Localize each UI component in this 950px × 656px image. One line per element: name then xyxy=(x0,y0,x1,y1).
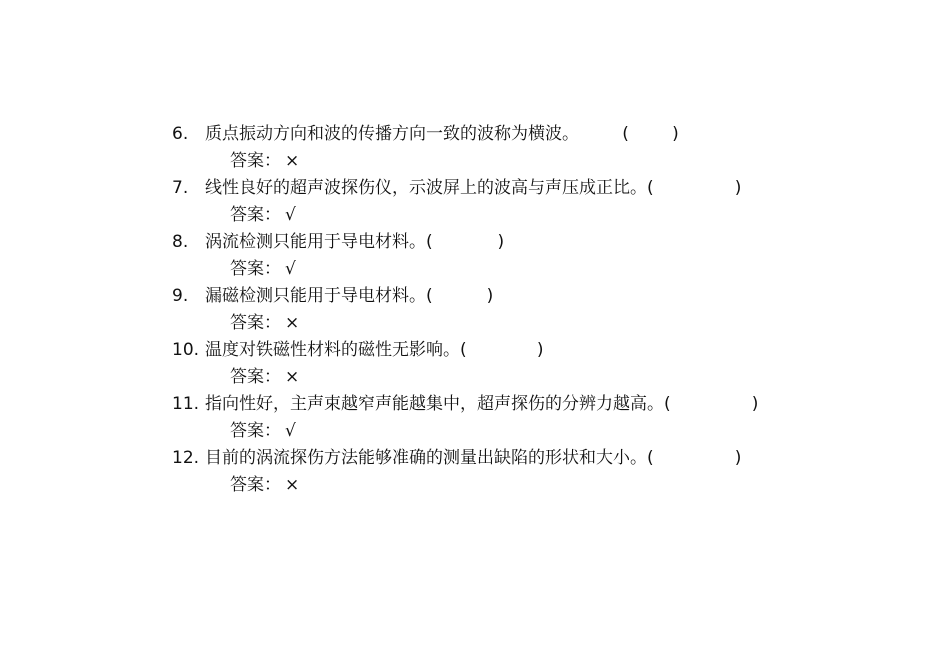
answer-line xyxy=(172,472,872,499)
answer-line xyxy=(172,364,872,391)
answer-label: 答案： xyxy=(230,151,281,171)
answer-label: 答案： xyxy=(230,475,281,495)
question-line xyxy=(172,337,872,364)
question-item xyxy=(172,175,872,229)
question-text: 指向性好，主声束越窄声能越集中，超声探伤的分辨力越高。 xyxy=(205,394,664,414)
question-line xyxy=(172,283,872,310)
answer-line xyxy=(172,256,872,283)
answer-blank: ( ) xyxy=(579,124,679,144)
question-text: 质点振动方向和波的传播方向一致的波称为横波。 xyxy=(205,124,579,144)
question-item xyxy=(172,391,872,445)
question-text: 涡流检测只能用于导电材料。 xyxy=(205,232,426,252)
question-line xyxy=(172,445,872,472)
answer-mark: × xyxy=(285,313,300,333)
question-line xyxy=(172,175,872,202)
question-item xyxy=(172,229,872,283)
question-item xyxy=(172,283,872,337)
answer-label: 答案： xyxy=(230,313,281,333)
answer-line xyxy=(172,202,872,229)
question-number: 8. xyxy=(172,232,189,252)
answer-blank: ( ) xyxy=(426,286,494,306)
answer-mark: × xyxy=(285,151,300,171)
answer-mark: √ xyxy=(285,205,296,225)
answer-label: 答案： xyxy=(230,421,281,441)
question-number: 9. xyxy=(172,286,189,306)
answer-mark: × xyxy=(285,475,300,495)
question-text: 线性良好的超声波探伤仪，示波屏上的波高与声压成正比。 xyxy=(205,178,647,198)
question-line xyxy=(172,229,872,256)
question-list xyxy=(172,121,872,499)
question-line xyxy=(172,391,872,418)
answer-blank: ( ) xyxy=(647,448,742,468)
answer-blank: ( ) xyxy=(664,394,759,414)
question-line xyxy=(172,121,872,148)
answer-line xyxy=(172,148,872,175)
answer-mark: √ xyxy=(285,421,296,441)
question-text: 目前的涡流探伤方法能够准确的测量出缺陷的形状和大小。 xyxy=(205,448,647,468)
question-number: 7. xyxy=(172,178,189,198)
question-number: 10. xyxy=(172,340,200,360)
question-number: 12. xyxy=(172,448,200,468)
answer-blank: ( ) xyxy=(647,178,742,198)
question-text: 温度对铁磁性材料的磁性无影响。 xyxy=(205,340,460,360)
answer-label: 答案： xyxy=(230,367,281,387)
question-number: 11. xyxy=(172,394,200,414)
question-item xyxy=(172,337,872,391)
answer-mark: × xyxy=(285,367,300,387)
question-item xyxy=(172,121,872,175)
question-number: 6. xyxy=(172,124,189,144)
question-item xyxy=(172,445,872,499)
answer-line xyxy=(172,418,872,445)
answer-label: 答案： xyxy=(230,259,281,279)
answer-line xyxy=(172,310,872,337)
answer-label: 答案： xyxy=(230,205,281,225)
answer-blank: ( ) xyxy=(460,340,544,360)
question-text: 漏磁检测只能用于导电材料。 xyxy=(205,286,426,306)
answer-mark: √ xyxy=(285,259,296,279)
answer-blank: ( ) xyxy=(426,232,505,252)
